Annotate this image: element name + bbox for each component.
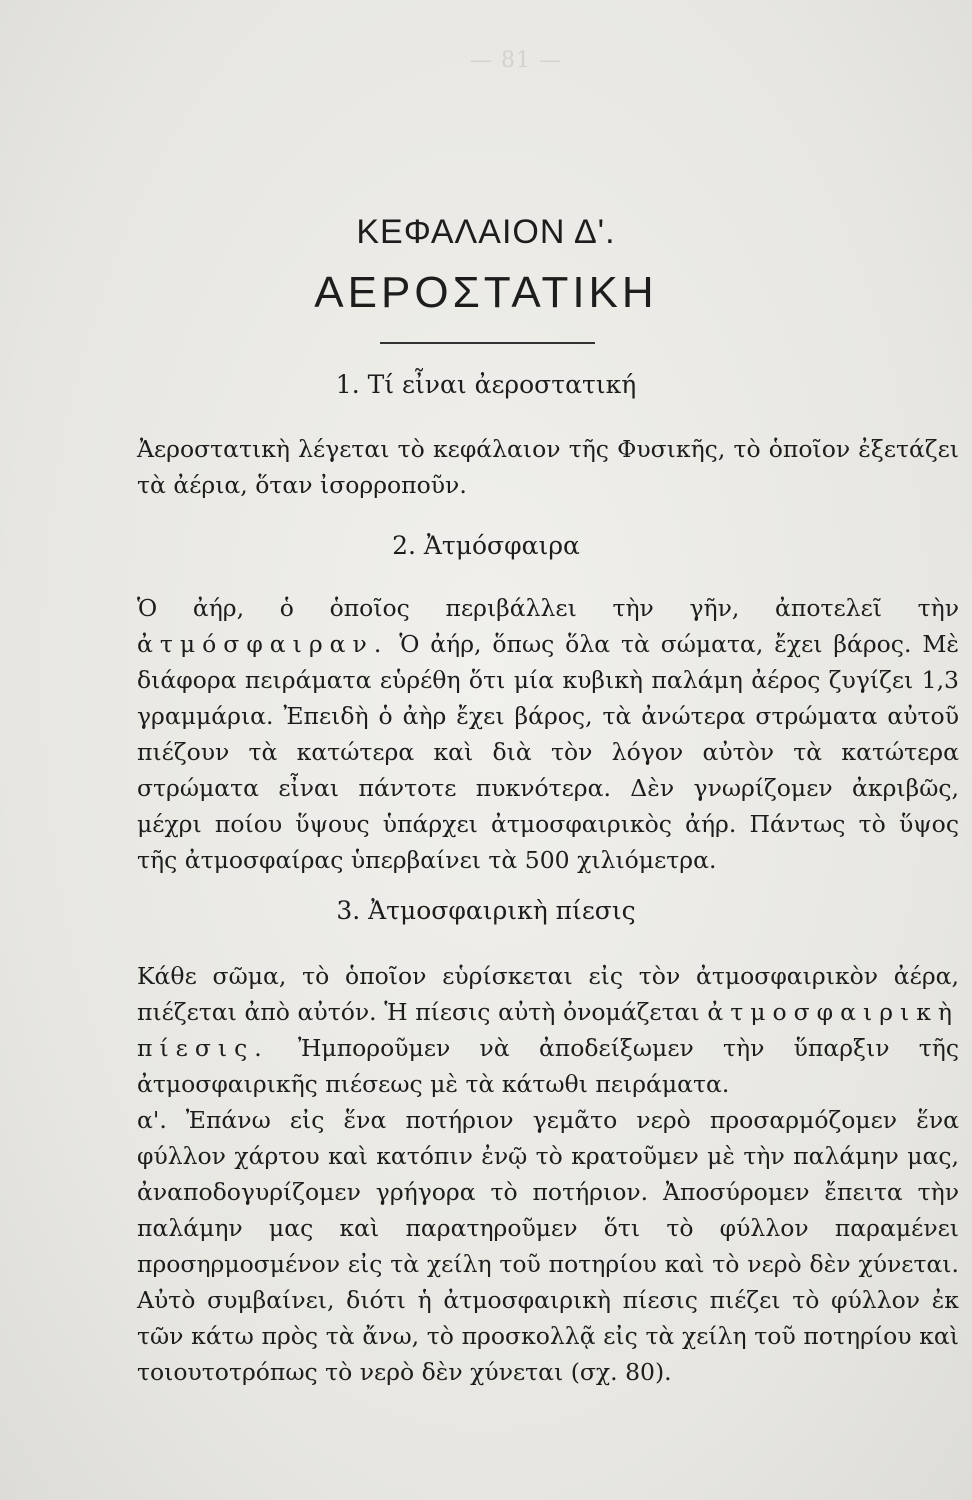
bleed-through-page-number: — 81 —	[470, 48, 562, 73]
section-3-text-start: Κάθε σῶμα, τὸ ὁποῖον εὑρίσκεται εἰς τὸν ἀτμοσφαιρικὸν ἀέρα, πιέζεται ἀπὸ αὐτόν. Ἡ πίεσις αὐτὴ ὀνομάζεται	[137, 962, 959, 1026]
term-atmospheric-pressure: ἀτμοσφαιρικὴ πίεσις.	[137, 998, 959, 1062]
term-atmosphere: ἀτμόσφαιραν.	[137, 630, 389, 658]
section-2-text-start: Ὁ ἀήρ, ὁ ὁποῖος περιβάλλει τὴν γῆν, ἀποτελεῖ τὴν	[137, 594, 959, 622]
section-3-paragraph	[137, 958, 959, 1102]
chapter-heading: ΚΕΦΑΛΑΙΟΝ Δ'.	[356, 213, 616, 251]
chapter-title: ΑΕΡΟΣΤΑΤΙΚΗ	[314, 268, 658, 317]
experiment-a-paragraph: α'. Ἐπάνω εἰς ἕνα ποτήριον γεμᾶτο νερὸ προσαρμόζομεν ἕνα φύλλον χάρτου καὶ κατόπιν ἐνῷ τὸ κρατοῦμεν μὲ τὴν παλάμην μας, ἀναποδογυρίζομεν γρήγορα τὸ ποτήριον. Ἀποσύρομεν ἔπειτα τὴν παλάμην μας καὶ παρατηροῦμεν ὅτι τὸ φύλλον παραμένει προσηρμοσμένον εἰς τὰ χείλη τοῦ ποτηρίου καὶ τὸ νερὸ δὲν χύνεται. Αὐτὸ συμβαίνει, διότι ἡ ἀτμοσφαιρικὴ πίεσις πιέζει τὸ φύλλον ἐκ τῶν κάτω πρὸς τὰ ἄνω, τὸ προσκολλᾷ εἰς τὰ χείλη τοῦ ποτηρίου καὶ τοιουτοτρόπως τὸ νερὸ δὲν χύνεται (σχ. 80).	[137, 1106, 959, 1386]
section-2-text-rest: Ὁ ἀήρ, ὅπως ὅλα τὰ σώματα, ἔχει βάρος. Μὲ διάφορα πειράματα εὑρέθη ὅτι μία κυβικὴ παλάμη ἀέρος ζυγίζει 1,3 γραμμάρια. Ἐπειδὴ ὁ ἀὴρ ἔχει βάρος, τὰ ἀνώτερα στρώματα αὐτοῦ πιέζουν τὰ κατώτερα καὶ διὰ τὸν λόγον αὐτὸν τὰ κατώτερα στρώματα εἶναι πάντοτε πυκνότερα. Δὲν γνωρίζομεν ἀκριβῶς, μέχρι ποίου ὕψους ὑπάρχει ἀτμοσφαιρικὸς ἀήρ. Πάντως τὸ ὕψος τῆς ἀτμοσφαίρας ὑπερβαίνει τὰ 500 χιλιόμετρα.	[137, 630, 959, 874]
section-2-heading: 2. Ἀτμόσφαιρα	[392, 531, 580, 560]
section-2-paragraph	[137, 590, 959, 878]
section-3-text-rest: Ἠμποροῦμεν νὰ ἀποδείξωμεν τὴν ὕπαρξιν τῆς ἀτμοσφαιρικῆς πιέσεως μὲ τὰ κάτωθι πειράματα.	[137, 1034, 959, 1098]
section-3-heading: 3. Ἀτμοσφαιρικὴ πίεσις	[336, 896, 636, 925]
section-1-heading: 1. Τί εἶναι ἀεροστατική	[335, 370, 637, 399]
title-rule	[380, 342, 595, 344]
section-1-paragraph: Ἀεροστατικὴ λέγεται τὸ κεφάλαιον τῆς Φυσικῆς, τὸ ὁποῖον ἐξετάζει τὰ ἀέρια, ὅταν ἰσορροποῦν.	[137, 435, 959, 499]
